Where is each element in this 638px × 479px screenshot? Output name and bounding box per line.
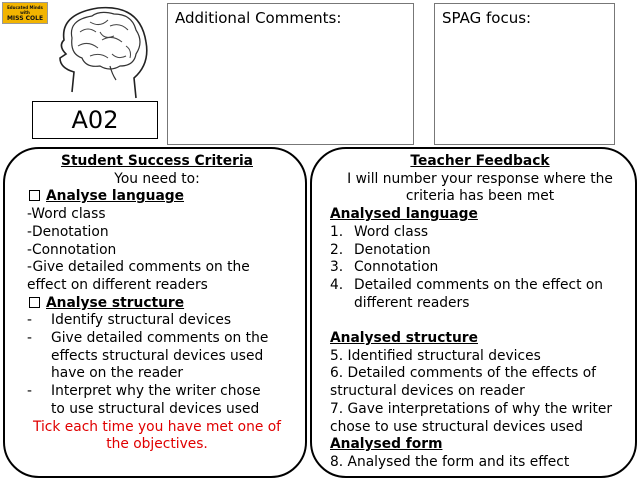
student-panel-title: Student Success Criteria — [61, 153, 253, 169]
teacher-intro: I will number your response where the — [347, 170, 613, 187]
student-success-criteria-panel — [3, 147, 307, 478]
analysed-structure-heading: Analysed structure — [330, 330, 478, 347]
logo-line-2: with — [20, 9, 30, 15]
student-item: -Connotation — [27, 241, 117, 258]
spag-focus-box — [434, 3, 615, 145]
language-item: 2. Denotation — [330, 241, 431, 258]
assessment-objective-label: A02 — [32, 101, 158, 139]
student-panel-subtitle: You need to: — [114, 170, 200, 187]
teacher-feedback-panel — [310, 147, 637, 478]
analysed-language-heading: Analysed language — [330, 206, 478, 223]
logo-line-3: MISS COLE — [6, 14, 44, 22]
logo — [2, 2, 48, 24]
logo-line-1: Educated Minds — [7, 4, 43, 10]
brain-head-icon — [50, 2, 160, 100]
structure-feedback-line: 7. Gave interpretations of why the writer — [330, 400, 613, 417]
teacher-intro: criteria has been met — [405, 188, 555, 205]
structure-feedback-line: 6. Detailed comments of the effects of — [330, 365, 597, 382]
structure-feedback-line: chose to use structural devices used — [330, 418, 584, 435]
additional-comments-box — [167, 3, 414, 145]
spag-focus-label: SPAG focus: — [442, 9, 532, 27]
language-item: 3. Connotation — [330, 259, 439, 276]
student-item: -Denotation — [27, 223, 109, 240]
additional-comments-label: Additional Comments: — [175, 9, 342, 27]
analysed-form-heading: Analysed form — [330, 436, 443, 453]
student-item: effect on different readers — [27, 276, 208, 293]
student-item: -Give detailed comments on the — [27, 259, 250, 276]
student-item: -Word class — [27, 206, 106, 223]
structure-feedback-line: 5. Identified structural devices — [330, 347, 541, 364]
checkbox-icon — [29, 297, 40, 308]
criteria-analyse-language: Analyse language — [29, 188, 287, 206]
structure-feedback-line: structural devices on reader — [330, 383, 525, 400]
language-item: 4. Detailed comments on the effect on different readers — [330, 276, 604, 311]
teacher-panel-title: Teacher Feedback — [410, 153, 550, 169]
tick-instruction: the objectives. — [106, 436, 208, 453]
criteria-analyse-structure: Analyse structure — [29, 295, 287, 313]
checkbox-icon — [29, 190, 40, 201]
structure-item: - Interpret why the writer chose to use structural devices used — [27, 383, 261, 417]
structure-item: - Give detailed comments on the effects structural devices used have on the reader — [27, 330, 269, 382]
language-item: 1. Word class — [330, 223, 429, 240]
structure-item: - Identify structural devices — [27, 312, 232, 329]
form-feedback-line: 8. Analysed the form and its effect — [330, 453, 570, 470]
tick-instruction: Tick each time you have met one of — [32, 418, 282, 435]
